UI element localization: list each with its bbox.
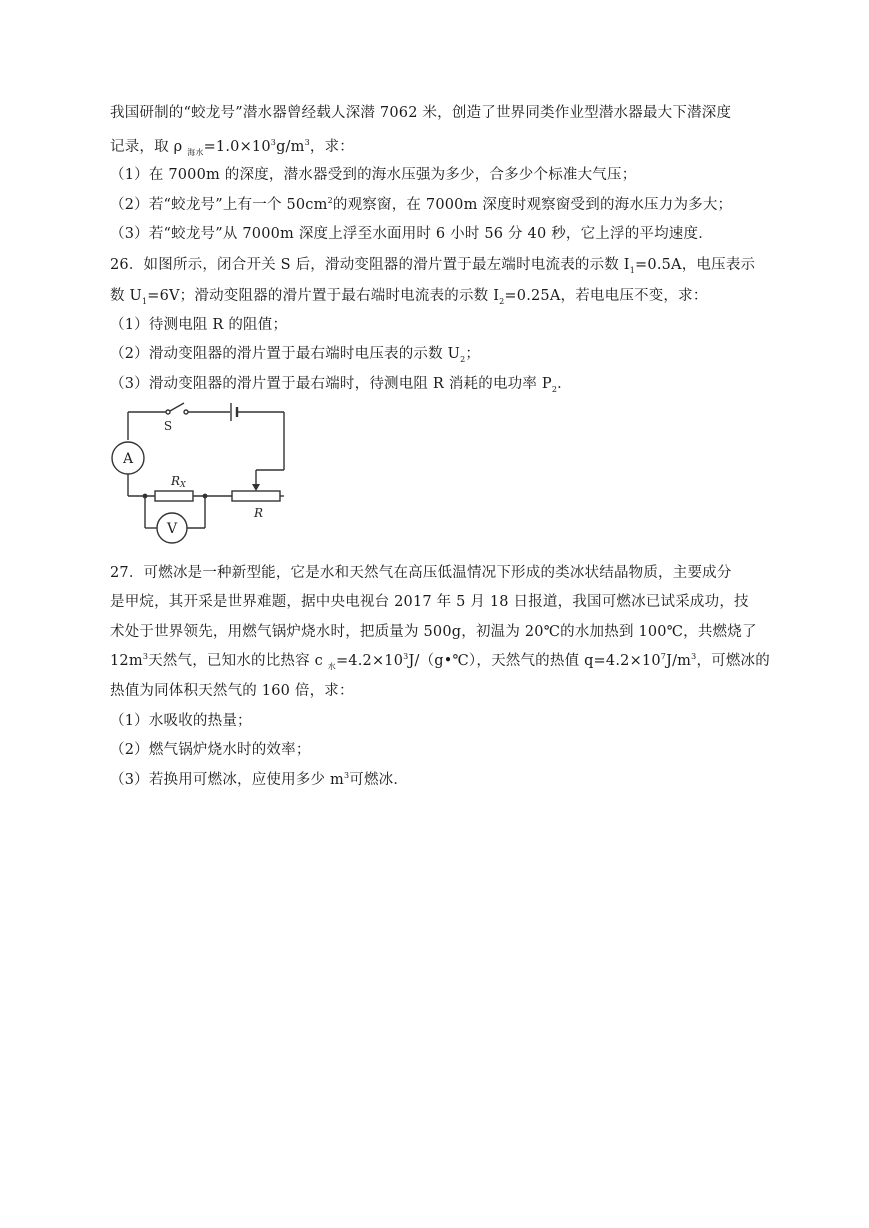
- p27-question-1: （1）水吸收的热量；: [110, 713, 252, 729]
- p27-line4: $12m^3$天然气，已知水的比热容 c $_水=4.2\times 10^3J/(g•℃)$，天然气的热值 $q=4.2\times 10^7J/m^3$，可燃冰的: [110, 652, 770, 671]
- p27-question-3: （3）若换用可燃冰，应使用多少 $m^3$可燃冰．: [110, 771, 409, 788]
- p25-question-2: （2）若“蛟龙号”上有一个 $50cm^2$的观察窗，在 7000m 深度时观察窗受到的海水压力为多大；: [110, 196, 733, 213]
- voltmeter-label: V: [166, 521, 178, 537]
- p27-line3: 术处于世界领先，用燃气锅炉烧水时，把质量为 500g，初温为 20℃的水加热到 100℃，共燃烧了: [110, 624, 757, 640]
- p26-line2: 数 $U_1=6V$；滑动变阻器的滑片置于最右端时电流表的示数 $I_2=0.25A$，若电电压不变，求：: [110, 288, 708, 306]
- p26-question-3: （3）滑动变阻器的滑片置于最右端时，待测电阻 R 消耗的电功率 $P_2$．: [110, 376, 572, 394]
- rheostat-label: R: [254, 506, 264, 520]
- switch-label: S: [163, 419, 173, 433]
- p26-line1: 26．如图所示，闭合开关 S 后，滑动变阻器的滑片置于最左端时电流表的示数 $I_1=0.5A$，电压表示: [110, 257, 756, 275]
- resistor-label: RX: [171, 474, 186, 489]
- ammeter-label: A: [122, 451, 134, 467]
- circuit-diagram: [108, 398, 293, 546]
- p25-question-3: （3）若“蛟龙号”从 7000m 深度上浮至水面用时 6 小时 56 分 40 秒，它上浮的平均速度．: [110, 226, 713, 242]
- p27-line1: 27．可燃冰是一种新型能，它是水和天然气在高压低温情况下形成的类冰状结晶物质，主要成分: [110, 565, 732, 581]
- p26-question-2: （2）滑动变阻器的滑片置于最右端时电压表的示数 $U_2$；: [110, 346, 481, 364]
- p26-question-1: （1）待测电阻 R 的阻值；: [110, 317, 288, 333]
- p25-question-1: （1）在 7000m 的深度，潜水器受到的海水压强为多少，合多少个标准大气压；: [110, 167, 637, 183]
- p25-intro-line2: 记录，取 ρ $_{海水}=1.0\times 10^3g/m^3$，求：: [110, 138, 355, 157]
- p27-line2: 是甲烷，其开采是世界难题，据中央电视台 2017 年 5 月 18 日报道，我国可燃冰已试采成功，技: [110, 594, 749, 610]
- p27-question-2: （2）燃气锅炉烧水时的效率；: [110, 742, 311, 758]
- p27-line5: 热值为同体积天然气的 160 倍，求：: [110, 683, 354, 699]
- p25-intro-line1: 我国研制的“蛟龙号”潜水器曾经载人深潜 7062 米，创造了世界同类作业型潜水器最大下潜深度: [110, 105, 732, 121]
